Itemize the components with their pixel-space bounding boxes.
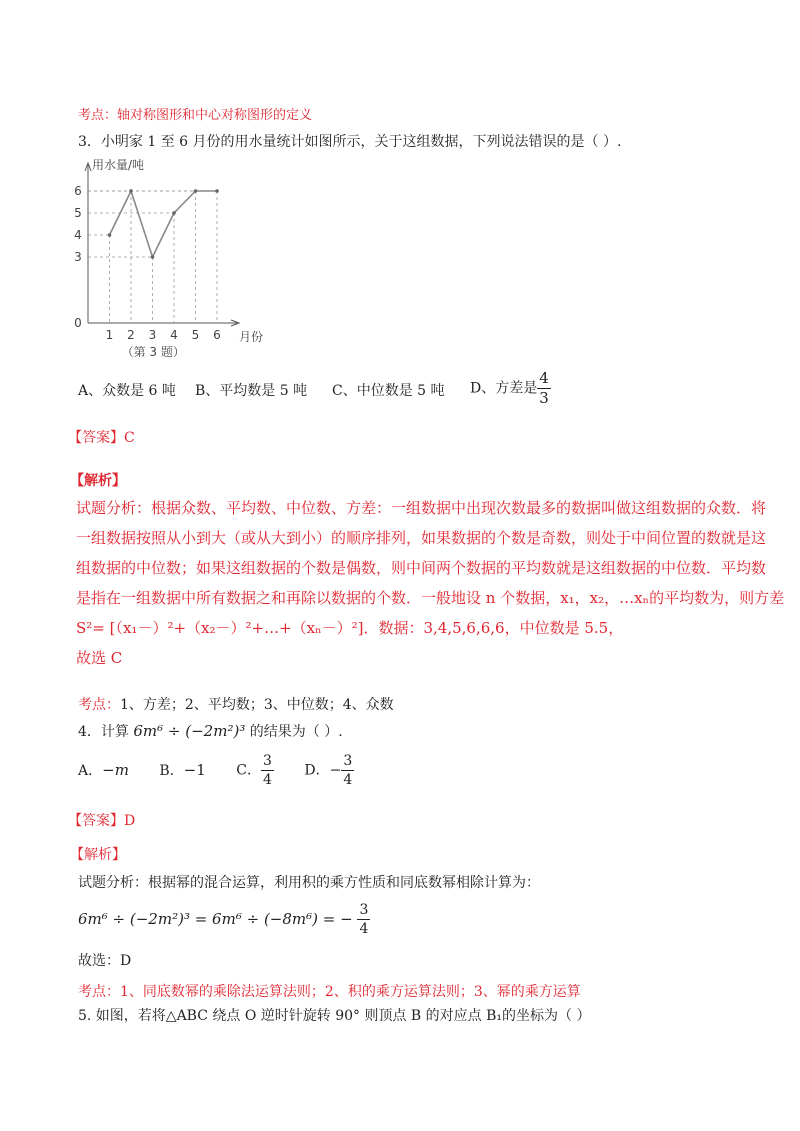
kaodian-label: 考点： (78, 984, 120, 1000)
fraction-denominator: 3 (539, 389, 549, 407)
option-letter: B． (159, 763, 184, 779)
q4-stem (78, 721, 343, 741)
y-tick-label: 6 (74, 184, 82, 198)
option-value: −1 (183, 761, 206, 779)
q3-option-d (470, 371, 551, 406)
formula-left: 6m⁶ ÷ (−2m²)³ = 6m⁶ ÷ (−8m⁶) = − (78, 910, 353, 928)
q4-stem-prefix: 4．计算 (78, 724, 129, 740)
q4-formula (78, 903, 370, 936)
analysis-line: 试题分析：根据众数、平均数、中位数、方差：一组数据中出现次数最多的数据叫做这组数据的众数．将 (76, 499, 767, 517)
q4-option-c (236, 754, 274, 787)
x-tick-label: 4 (170, 328, 178, 342)
q4-option-d (304, 754, 354, 787)
y-tick-label: 4 (74, 228, 82, 242)
kaodian-q2 (78, 104, 312, 123)
fraction-denominator: 4 (343, 772, 353, 788)
kaodian-text: 轴对称图形和中心对称图形的定义 (117, 108, 313, 123)
data-point (129, 189, 133, 193)
x-axis-label: 月份 (239, 330, 264, 344)
q3-water-usage-chart (60, 155, 290, 370)
option-letter: D． (304, 762, 330, 779)
formula-fraction (357, 903, 370, 936)
q3-option-b: B、平均数是 5 吨 (195, 383, 308, 399)
y-tick-label: 0 (74, 316, 82, 330)
kaodian-text: 1、方差；2、平均数；3、中位数；4、众数 (120, 697, 394, 713)
analysis-line: 故选 C (76, 649, 123, 667)
q4-stem-suffix: 的结果为（ ）. (249, 724, 343, 740)
q3-stem: 3．小明家 1 至 6 月份的用水量统计如图所示，关于这组数据，下列说法错误的是（ ）. (78, 134, 622, 150)
kaodian-label: 考点： (78, 697, 120, 713)
q3-analysis (76, 493, 784, 673)
option-fraction (341, 754, 354, 787)
q4-kaodian (78, 981, 581, 1001)
q3-kaodian (78, 694, 394, 714)
q3-option-d-fraction (537, 371, 551, 406)
q4-analysis-tag: 【解析】 (70, 847, 126, 863)
q4-conclusion: 故选：D (78, 953, 132, 969)
option-value: −m (102, 761, 129, 779)
data-point (172, 211, 176, 215)
x-tick-label: 5 (191, 328, 200, 342)
analysis-line: S²= [（x₁－）²+（x₂－）²+…+（xₙ－）²]．数据：3,4,5,6,6,6，中位数是 5.5， (76, 619, 624, 637)
q4-expression: 6m⁶ ÷ (−2m²)³ (133, 722, 246, 740)
q4-analysis-text: 试题分析：根据幂的混合运算，利用积的乘方性质和同底数幂相除计算为： (78, 875, 540, 891)
option-fraction (261, 754, 274, 787)
fraction-denominator: 4 (262, 772, 272, 788)
option-sign: − (329, 762, 342, 779)
q4-option-b (159, 763, 205, 778)
y-tick-label: 5 (74, 206, 82, 220)
y-axis-label: 用水量/吨 (92, 158, 145, 172)
data-point (108, 233, 112, 237)
series-line (110, 191, 218, 257)
q3-option-a: A、众数是 6 吨 (78, 383, 176, 399)
kaodian-label: 考点： (78, 108, 118, 123)
q3-analysis-tag: 【解析】 (70, 473, 126, 489)
q4-option-a (78, 763, 129, 778)
analysis-line: 组数据的中位数；如果这组数据的个数是偶数，则中间两个数据的平均数就是这组数据的中位数．平均数 (76, 559, 767, 577)
option-letter: C． (236, 762, 261, 779)
fraction-numerator: 3 (359, 902, 369, 918)
data-point (194, 189, 198, 193)
x-tick-label: 3 (148, 328, 157, 342)
data-point (151, 255, 155, 259)
y-tick-label: 3 (74, 250, 82, 264)
analysis-line: 是指在一组数据中所有数据之和再除以数据的个数．一般地设 n 个数据，x₁，x₂，…xₙ的平均数为，则方差 (76, 589, 785, 607)
kaodian-text: 1、同底数幂的乘除法运算法则；2、积的乘方运算法则；3、幂的乘方运算 (120, 984, 581, 1000)
q3-option-c: C、中位数是 5 吨 (332, 383, 445, 399)
option-letter: A． (78, 763, 103, 779)
q5-stem: 5. 如图，若将△ABC 绕点 O 逆时针旋转 90° 则顶点 B 的对应点 B₁的坐标为（ ） (78, 1008, 591, 1024)
fraction-numerator: 3 (343, 753, 353, 769)
fraction-numerator: 3 (262, 753, 272, 769)
analysis-line: 一组数据按照从小到大（或从大到小）的顺序排列，如果数据的个数是奇数，则处于中间位置的数就是这 (76, 529, 767, 547)
fraction-denominator: 4 (359, 921, 369, 937)
x-tick-label: 6 (213, 328, 221, 342)
q3-option-d-prefix: D、方差是 (470, 380, 538, 397)
q4-answer: 【答案】D (68, 813, 136, 829)
fraction-numerator: 4 (539, 369, 549, 387)
x-tick-label: 1 (105, 328, 114, 342)
data-point (215, 189, 219, 193)
chart-caption: （第 3 题） (121, 345, 185, 359)
x-tick-label: 2 (127, 328, 135, 342)
q3-answer: 【答案】C (68, 430, 135, 446)
q4-options (78, 754, 354, 787)
